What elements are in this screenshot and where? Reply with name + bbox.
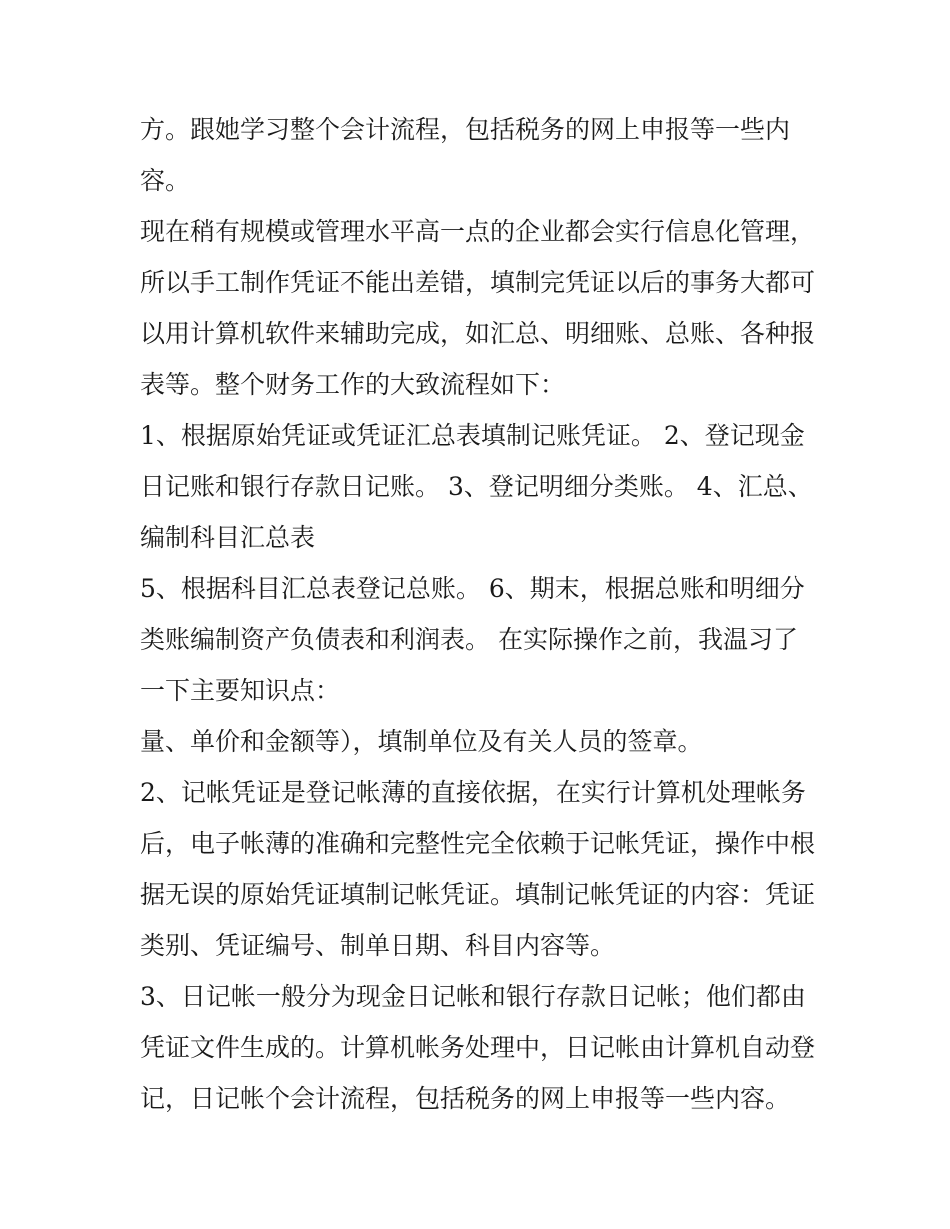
text-line: 量、单价和金额等），填制单位及有关人员的签章。	[140, 727, 703, 756]
text-line: 一下主要知识点：	[140, 676, 341, 705]
text-line: 表等。整个财务工作的大致流程如下：	[140, 370, 566, 399]
document-body	[140, 104, 820, 1124]
text-line: 2、记帐凭证是登记帐薄的直接依据，在实行计算机处理帐务	[140, 778, 806, 807]
text-line: 编制科目汇总表	[140, 523, 316, 552]
text-line: 3、日记帐一般分为现金日记帐和银行存款日记帐；他们都由	[140, 982, 806, 1011]
text-line: 类别、凭证编号、制单日期、科目内容等。	[140, 931, 616, 960]
text-line: 据无误的原始凭证填制记帐凭证。填制记帐凭证的内容：凭证	[140, 880, 816, 909]
text-line: 容。	[140, 166, 191, 195]
text-line: 以用计算机软件来辅助完成，如汇总、明细账、总账、各种报	[140, 319, 816, 348]
text-line: 现在稍有规模或管理水平高一点的企业都会实行信息化管理，	[140, 217, 816, 246]
text-line: 5、根据科目汇总表登记总账。 6、期末，根据总账和明细分	[140, 574, 805, 603]
text-line: 类账编制资产负债表和利润表。 在实际操作之前，我温习了	[140, 625, 798, 654]
text-line: 方。跟她学习整个会计流程，包括税务的网上申报等一些内	[140, 115, 791, 144]
text-line: 凭证文件生成的。计算机帐务处理中，日记帐由计算机自动登	[140, 1033, 816, 1062]
text-line: 后，电子帐薄的准确和完整性完全依赖于记帐凭证，操作中根	[140, 829, 816, 858]
text-line: 所以手工制作凭证不能出差错，填制完凭证以后的事务大都可	[140, 268, 816, 297]
text-line: 日记账和银行存款日记账。 3、登记明细分类账。 4、汇总、	[140, 472, 813, 501]
text-line: 记，日记帐个会计流程，包括税务的网上申报等一些内容。	[140, 1084, 791, 1113]
text-line: 1、根据原始凭证或凭证汇总表填制记账凭证。 2、登记现金	[140, 421, 805, 450]
